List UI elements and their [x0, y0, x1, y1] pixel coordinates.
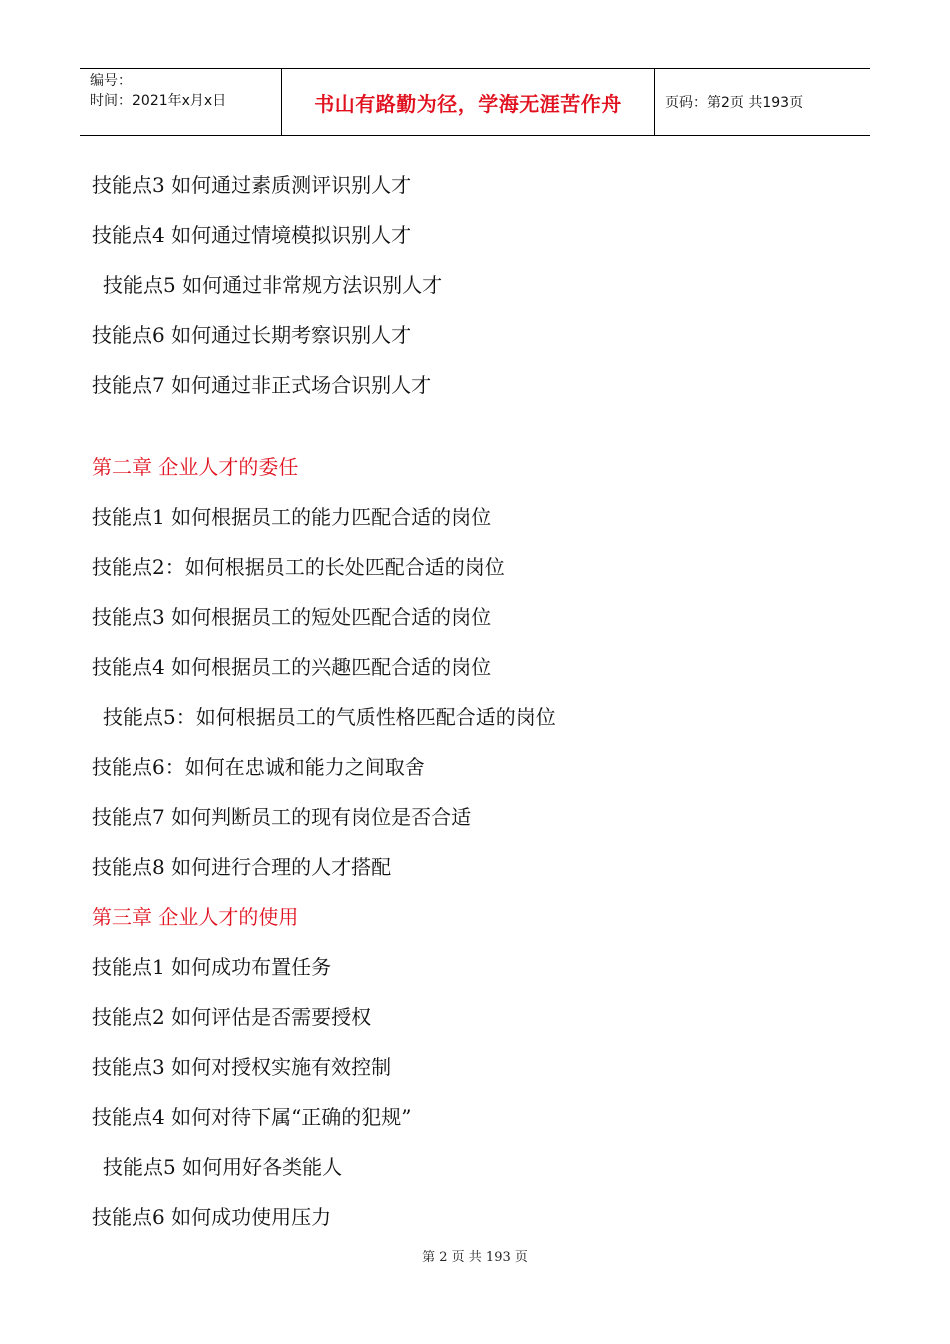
skill-point-line: 技能点4 如何通过情境模拟识别人才 — [92, 223, 412, 247]
skill-point-line: 技能点5：如何根据员工的气质性格匹配合适的岗位 — [103, 705, 556, 729]
skill-point-line: 技能点3 如何对授权实施有效控制 — [92, 1055, 392, 1079]
chapter-heading: 第二章 企业人才的委任 — [92, 455, 299, 479]
skill-point-line: 技能点6：如何在忠诚和能力之间取舍 — [92, 755, 425, 779]
skill-point-line: 技能点8 如何进行合理的人才搭配 — [92, 855, 392, 879]
skill-point-line: 技能点1 如何成功布置任务 — [92, 955, 332, 979]
date-label: 时间：2021年x月x日 — [90, 93, 227, 109]
skill-point-line: 技能点7 如何判断员工的现有岗位是否合适 — [92, 805, 472, 829]
header-left-cell — [80, 69, 282, 135]
page-header — [80, 68, 870, 136]
skill-point-line: 技能点3 如何根据员工的短处匹配合适的岗位 — [92, 605, 492, 629]
skill-point-line: 技能点4 如何根据员工的兴趣匹配合适的岗位 — [92, 655, 492, 679]
header-motto: 书山有路勤为径，学海无涯苦作舟 — [282, 69, 655, 135]
skill-point-line: 技能点6 如何通过长期考察识别人才 — [92, 323, 412, 347]
page-footer: 第 2 页 共 193 页 — [422, 1250, 528, 1265]
skill-point-line: 技能点3 如何通过素质测评识别人才 — [92, 173, 412, 197]
skill-point-line: 技能点5 如何通过非常规方法识别人才 — [103, 273, 443, 297]
skill-point-line: 技能点2：如何根据员工的长处匹配合适的岗位 — [92, 555, 505, 579]
number-label: 编号： — [90, 73, 132, 89]
header-page-info: 页码：第2页 共193页 — [665, 95, 804, 111]
skill-point-line: 技能点7 如何通过非正式场合识别人才 — [92, 373, 432, 397]
skill-point-line: 技能点2 如何评估是否需要授权 — [92, 1005, 372, 1029]
skill-point-line: 技能点6 如何成功使用压力 — [92, 1205, 332, 1229]
skill-point-line: 技能点4 如何对待下属“正确的犯规” — [92, 1105, 412, 1129]
chapter-heading: 第三章 企业人才的使用 — [92, 905, 299, 929]
skill-point-line: 技能点5 如何用好各类能人 — [103, 1155, 343, 1179]
skill-point-line: 技能点1 如何根据员工的能力匹配合适的岗位 — [92, 505, 492, 529]
